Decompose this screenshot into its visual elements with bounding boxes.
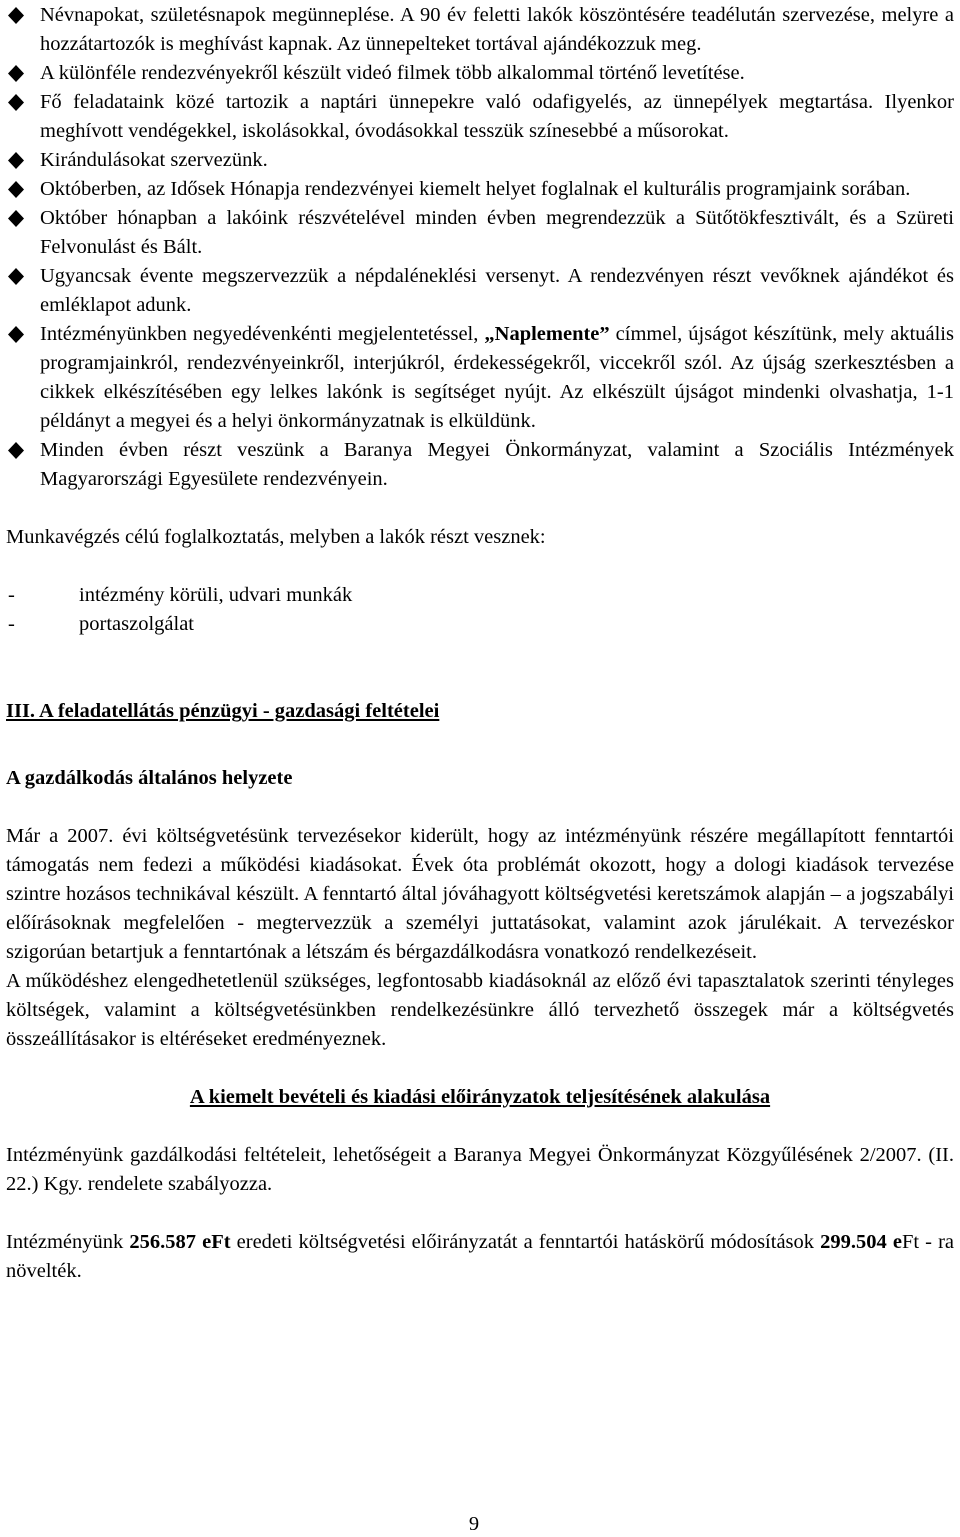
paragraph-operations: A működéshez elengedhetetlenül szükséges, legfontosabb kiadásoknál az előző évi tapasztalatok szerinti tényleges költségek, valamint a költségvetésünkben rendelkezésünkre álló tervezhető összegek már a költségvetés összeállításakor is eltéréseket eredményeznek. [6, 970, 954, 1050]
paragraph-appropriation [6, 1228, 954, 1286]
paragraph-budget: Már a 2007. évi költségvetésünk tervezésekor kiderült, hogy az intézményünk részére megállapított fenntartói támogatás nem fedezi a működési kiadásokat. Évek óta problémát okozott, hogy a dologi kiadások tervezése szintre hozásos technikával készült. A fenntartó által jóváhagyott költségvetési keretszámok alapján – a jogszabályi előírásoknak megfelelően - megtervezzük a személyi juttatásokat, valamint azok járulékait. A tervezéskor szigorúan betartjuk a fenntartónak a létszám és bérgazdálkodásra vonatkozó rendelkezéseit. [6, 825, 954, 963]
bullet-item [6, 59, 954, 88]
diamond-bullet-icon [8, 442, 24, 459]
appropriation-text: eredeti költségvetési előirányzatát a fenntartói hatáskörű módosítások [230, 1231, 821, 1253]
bullet-text: Kirándulásokat szervezünk. [40, 149, 268, 171]
subheading: A gazdálkodás általános helyzete [6, 767, 293, 789]
bullet-text: A különféle rendezvényekről készült videó filmek több alkalommal történő levetítése. [40, 62, 745, 84]
activity-bullet-list [6, 1, 954, 494]
bullet-item [6, 436, 954, 494]
bullet-item [6, 204, 954, 262]
work-list [6, 581, 954, 639]
work-item-text: intézmény körüli, udvari munkák [79, 584, 353, 606]
bullet-text: Intézményünkben negyedévenkénti megjelentetéssel, [40, 323, 485, 345]
dash-marker: - [8, 584, 15, 606]
bullet-text: Fő feladataink közé tartozik a naptári ünnepekre való odafigyelés, az ünnepélyek megtartása. Ilyenkor meghívott vendégekkel, iskolásokkal, óvodásokkal tesszük színesebbé a műsorokat. [40, 91, 954, 142]
dash-marker: - [8, 613, 15, 635]
diamond-bullet-icon [8, 326, 24, 343]
original-amount: 256.587 eFt [129, 1231, 231, 1253]
diamond-bullet-icon [8, 94, 24, 111]
centered-heading: A kiemelt bevételi és kiadási előirányzatok teljesítésének alakulása [189, 1086, 771, 1108]
bullet-text: címmel, újságot készítünk, mely aktuális programjainkról, rendezvényeinkről, interjúkról, érdekességekről, viccekről szól. Az újság szerkesztésben a cikkek elkészítésében egy lelkes lakónk is segítséget nyújt. Az elkészült újságot mindenki olvashatja, 1-1 példányt a megyei és a helyi önkormányzatnak is elküldünk. [40, 323, 954, 432]
bullet-text: Októberben, az Idősek Hónapja rendezvényei kiemelt helyet foglalnak el kulturális programjaink sorában. [40, 178, 911, 200]
section-heading: III. A feladatellátás pénzügyi - gazdasági feltételei [6, 700, 440, 722]
bullet-text: Névnapokat, születésnapok megünneplése. A 90 év feletti lakók köszöntésére teadélután szervezése, melyre a hozzátartozók is meghívást kapnak. Az ünnepelteket tortával ajándékozzuk meg. [40, 4, 954, 55]
modified-amount: 299.504 e [820, 1231, 902, 1253]
bullet-item [6, 88, 954, 146]
diamond-bullet-icon [8, 210, 24, 227]
work-item [6, 610, 954, 639]
diamond-bullet-icon [8, 7, 24, 24]
work-item-text: portaszolgálat [79, 613, 194, 635]
bullet-item [6, 1, 954, 59]
bullet-item [6, 175, 954, 204]
diamond-bullet-icon [8, 181, 24, 198]
bullet-item-newspaper [6, 320, 954, 436]
appropriation-text: Intézményünk [6, 1231, 130, 1253]
diamond-bullet-icon [8, 152, 24, 169]
document-page [6, 0, 954, 1286]
bullet-text: Ugyancsak évente megszervezzük a népdaléneklési versenyt. A rendezvényen részt vevőknek ajándékot és emléklapot adunk. [40, 265, 954, 316]
diamond-bullet-icon [8, 268, 24, 285]
bullet-text: Minden évben részt veszünk a Baranya Megyei Önkormányzat, valamint a Szociális Intézmények Magyarországi Egyesülete rendezvényein. [40, 439, 954, 490]
bullet-item [6, 146, 954, 175]
diamond-bullet-icon [8, 65, 24, 82]
page-number: 9 [468, 1513, 480, 1535]
newspaper-title: „Naplemente” [484, 323, 610, 345]
bullet-text: Október hónapban a lakóink részvételével minden évben megrendezzük a Sütőtökfesztivált, és a Szüreti Felvonulást és Bált. [40, 207, 954, 258]
work-intro: Munkavégzés célú foglalkoztatás, melyben a lakók részt vesznek: [6, 526, 546, 548]
appropriation-text: Ft - ra növelték. [6, 1231, 954, 1282]
paragraph-regulation: Intézményünk gazdálkodási feltételeit, lehetőségeit a Baranya Megyei Önkormányzat Közgyűlésének 2/2007. (II. 22.) Kgy. rendelete szabályozza. [6, 1144, 954, 1195]
bullet-item [6, 262, 954, 320]
work-item [6, 581, 954, 610]
